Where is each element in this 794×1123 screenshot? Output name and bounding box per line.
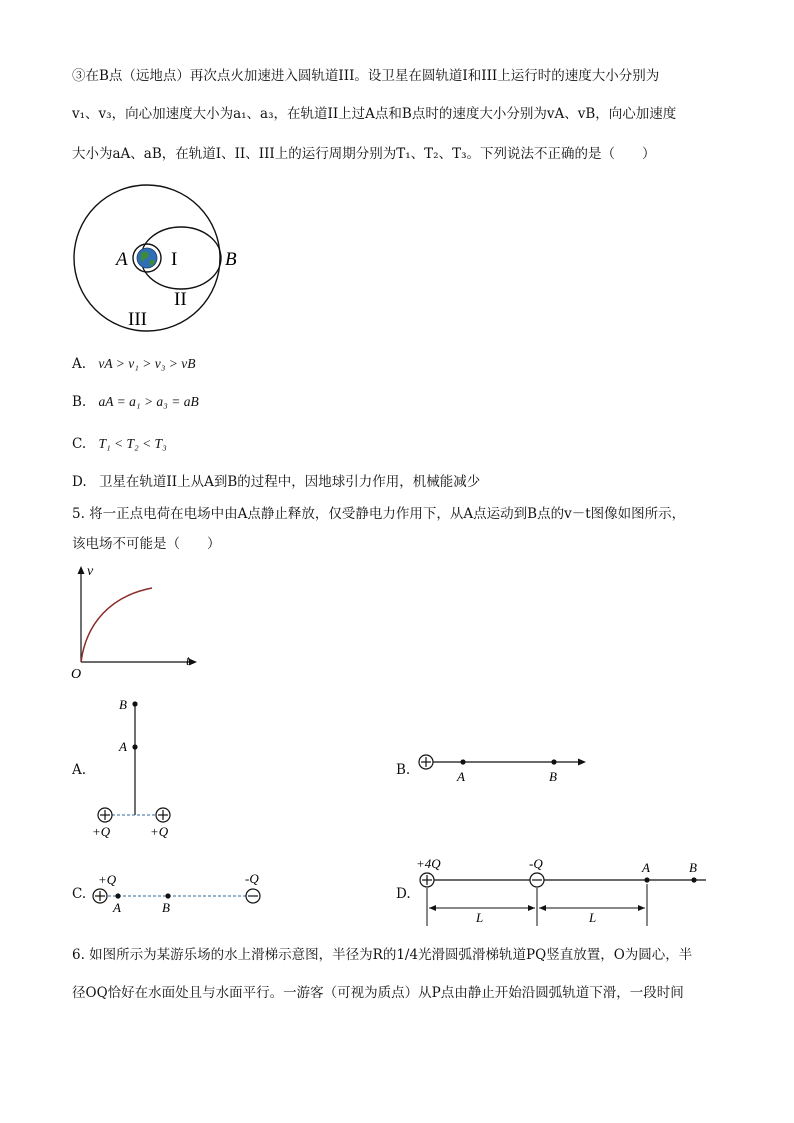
point-A-dot xyxy=(115,893,120,898)
y-axis-label: v xyxy=(87,564,94,579)
charge-neg-label: -Q xyxy=(245,871,259,886)
dim-arrow xyxy=(429,905,436,911)
point-B-dot xyxy=(132,701,137,706)
charge-neg-label: -Q xyxy=(529,856,543,871)
label-III: III xyxy=(128,309,147,330)
label-A: A xyxy=(457,769,465,784)
q4-option-C[interactable] xyxy=(72,434,167,454)
label-I: I xyxy=(171,249,178,270)
label-A: A xyxy=(113,900,121,915)
point-A-dot xyxy=(644,877,649,882)
label-B: B xyxy=(225,249,237,270)
option-letter: D. xyxy=(72,474,87,490)
point-B-dot xyxy=(165,893,170,898)
label-A: A xyxy=(119,739,127,754)
x-axis-arrow xyxy=(189,659,197,666)
q5-option-C-letter[interactable]: C. xyxy=(72,886,87,902)
q5-option-B-figure[interactable] xyxy=(414,748,594,788)
length-label-2: L xyxy=(589,910,597,925)
dim-arrow xyxy=(638,905,645,911)
option-text: vA > v₁ > v₃ > vB xyxy=(98,356,196,371)
q4-option-B[interactable] xyxy=(72,392,199,412)
positive-charge-icon xyxy=(156,808,170,822)
vt-curve xyxy=(81,588,152,662)
q4-text-line-1: ③在B点（远地点）再次点火加速进入圆轨道III。设卫星在圆轨道I和III上运行时的速度大小分别为 xyxy=(72,68,660,84)
q5-text-line-2: 该电场不可能是（ ） xyxy=(72,536,221,552)
vt-graph xyxy=(68,562,203,682)
label-A: A xyxy=(116,249,128,270)
positive-charge-icon xyxy=(98,808,112,822)
option-text: 卫星在轨道II上从A到B的过程中，因地球引力作用，机械能减少 xyxy=(98,474,481,490)
negative-charge-icon xyxy=(246,889,260,903)
option-text: aA = a₁ > a₃ = aB xyxy=(98,394,199,409)
point-B-dot xyxy=(551,759,556,764)
positive-charge-icon xyxy=(420,873,434,887)
option-letter: B. xyxy=(72,394,87,410)
label-B: B xyxy=(689,860,697,875)
point-A-dot xyxy=(460,759,465,764)
option-letter: A. xyxy=(72,356,87,372)
q5-option-A-figure[interactable] xyxy=(90,690,190,845)
q5-option-C-figure[interactable] xyxy=(88,868,278,918)
label-B: B xyxy=(119,697,127,712)
label-B: B xyxy=(162,900,170,915)
positive-charge-icon xyxy=(93,889,107,903)
charge-label-left: +Q xyxy=(92,824,111,839)
earth-icon xyxy=(137,248,157,268)
negative-charge-icon xyxy=(530,873,544,887)
dim-arrow xyxy=(528,905,535,911)
q5-option-B-letter[interactable]: B. xyxy=(396,762,411,778)
positive-charge-icon xyxy=(419,755,433,769)
arrow-head xyxy=(578,759,586,766)
label-B: B xyxy=(549,769,557,784)
y-axis-arrow xyxy=(78,566,85,574)
label-II: II xyxy=(174,289,187,310)
q4-option-D[interactable] xyxy=(72,472,480,492)
q5-option-D-figure[interactable] xyxy=(412,854,712,930)
orbit-diagram xyxy=(70,184,260,334)
length-label-1: L xyxy=(476,910,484,925)
q4-option-A[interactable] xyxy=(72,354,196,374)
x-axis-label: t xyxy=(186,654,190,669)
charge-pos-label: +Q xyxy=(98,872,117,887)
option-letter: C. xyxy=(72,436,87,452)
q5-option-A-letter[interactable]: A. xyxy=(72,762,87,778)
q6-text-line-1: 6. 如图所示为某游乐场的水上滑梯示意图，半径为R的1/4光滑圆弧滑梯轨道PQ竖直放置，O为圆心，半 xyxy=(72,947,693,963)
label-A: A xyxy=(642,860,650,875)
point-A-dot xyxy=(132,744,137,749)
charge-label-right: +Q xyxy=(150,824,169,839)
q4-text-line-3: 大小为aA、aB，在轨道I、II、III上的运行周期分别为T₁、T₂、T₃。下列说法不正确的是（ ） xyxy=(72,146,656,162)
option-text: T₁ < T₂ < T₃ xyxy=(98,436,167,451)
q6-text-line-2: 径OQ恰好在水面处且与水面平行。一游客（可视为质点）从P点由静止开始沿圆弧轨道下滑，一段时间 xyxy=(72,985,684,1001)
origin-label: O xyxy=(71,667,82,682)
q5-text-line-1: 5. 将一正点电荷在电场中由A点静止释放，仅受静电力作用下，从A点运动到B点的v－t图像如图所示， xyxy=(72,506,686,522)
charge-pos-label: +4Q xyxy=(416,856,441,871)
point-B-dot xyxy=(691,877,696,882)
q5-option-D-letter[interactable]: D. xyxy=(396,886,411,902)
q4-text-line-2: v₁、v₃，向心加速度大小为a₁、a₃，在轨道II上过A点和B点时的速度大小分别为vA、vB，向心加速度 xyxy=(72,106,677,122)
dim-arrow xyxy=(539,905,546,911)
